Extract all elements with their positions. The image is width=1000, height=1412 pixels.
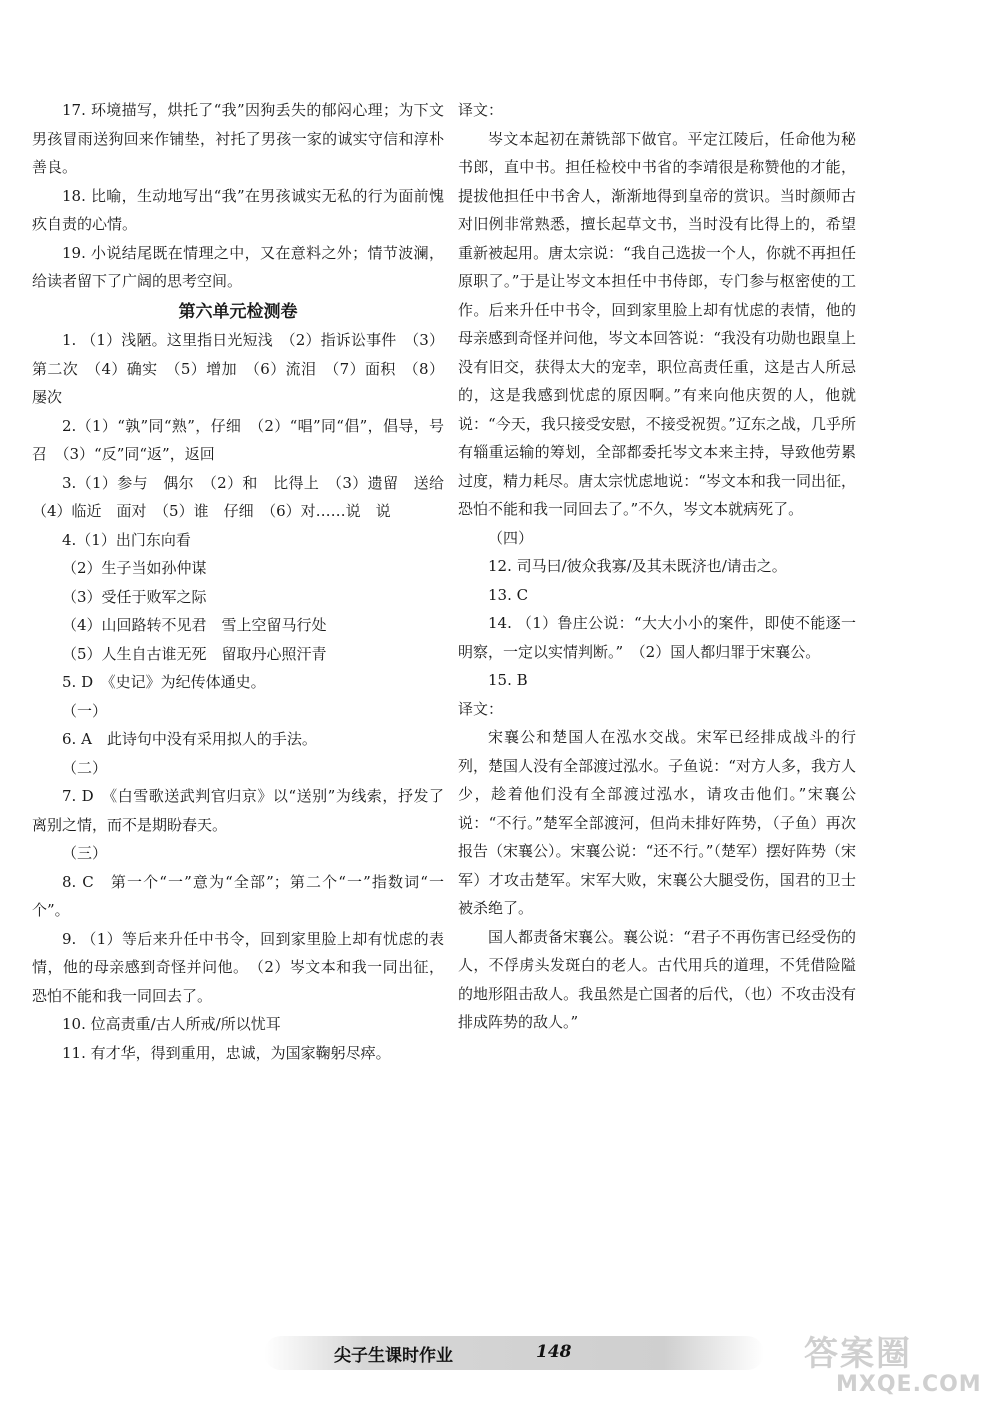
answer-19: 19. 小说结尾既在情理之中，又在意料之外；情节波澜，给读者留下了广阔的思考空间。 bbox=[32, 243, 444, 290]
translation-2a: 宋襄公和楚国人在泓水交战。宋军已经排成战斗的行列，楚国人没有全部渡过泓水。子鱼说：“对方人多，我方人少，趁着他们没有全部渡过泓水，请攻击他们。”宋襄公说：“不行。”楚军全部渡河，但尚未排好阵势，（子鱼）再次报告（宋襄公）。宋襄公说：“还不行。”（楚军）摆好阵势（宋军）才攻击楚军。宋军大败，宋襄公大腿受伤，国君的卫士被杀绝了。 bbox=[458, 728, 856, 917]
watermark bbox=[804, 1326, 990, 1402]
answer-12: 12. 司马曰/彼众我寡/及其未既济也/请击之。 bbox=[488, 557, 787, 575]
answer-5: 5. D 《史记》为纪传体通史。 bbox=[62, 673, 266, 691]
answer-15: 15. B bbox=[488, 671, 528, 689]
part-4-label: （四） bbox=[488, 528, 534, 547]
translation-label-2: 译文： bbox=[458, 699, 504, 718]
part-2-label: （二） bbox=[62, 758, 108, 777]
answer-4-1: 4.（1）出门东向看 bbox=[62, 530, 191, 549]
answer-2: 2.（1）“孰”同“熟”，仔细 （2）“唱”同“倡”，倡导，号召 （3）“反”同“返”，返回 bbox=[32, 416, 444, 463]
answer-4-4: （4）山回路转不见君 雪上空留马行处 bbox=[62, 616, 327, 634]
left-column bbox=[32, 96, 460, 1067]
translation-label-1: 译文： bbox=[458, 101, 504, 119]
answer-14: 14. （1）鲁庄公说：“大大小小的案件，即使不能逐一明察，一定以实情判断。” （2）国人都归罪于宋襄公。 bbox=[458, 614, 856, 661]
translation-1: 岑文本起初在萧铣部下做官。平定江陵后，任命他为秘书郎，直中书。担任检校中书省的李靖很是称赞他的才能，提拔他担任中书舍人，渐渐地得到皇帝的赏识。当时颜师古对旧例非常熟悉，擅长起草文书，当时没有比得上的，希望重新被起用。唐太宗说：“我自己选拔一个人，你就不再担任原职了。”于是让岑文本担任中书侍郎，专门参与枢密使的工作。后来升任中书令，回到家里脸上却有忧虑的表情，他的母亲感到奇怪并问他，岑文本回答说：“我没有功勋也跟皇上没有旧交，获得太大的宠幸，职位高责任重，这是古人所忌的，这是我感到忧虑的原因啊。”有来向他庆贺的人，他就说：“今天，我只接受安慰，不接受祝贺。”辽东之战，几乎所有辎重运输的筹划，全部都委托岑文本来主持，导致他劳累过度，精力耗尽。唐太宗忧虑地说：“岑文本和我一同出征，恐怕不能和我一同回去了。”不久，岑文本就病死了。 bbox=[458, 129, 856, 518]
watermark-url: MXQE.COM bbox=[836, 1372, 982, 1397]
answer-1: 1. （1）浅陋。这里指日光短浅 （2）指诉讼事件 （3）第二次 （4）确实 （5）增加 （6）流泪 （7）面积 （8）屡次 bbox=[32, 331, 444, 406]
answer-4-3: （3）受任于败军之际 bbox=[62, 587, 207, 606]
translation-2b: 国人都责备宋襄公。襄公说：“君子不再伤害已经受伤的人，不俘虏头发斑白的老人。古代用兵的道理，不凭借险隘的地形阻击敌人。我虽然是亡国者的后代，（也）不攻击没有排成阵势的敌人。” bbox=[458, 927, 856, 1031]
answer-10: 10. 位高责重/古人所戒/所以忧耳 bbox=[62, 1015, 281, 1033]
answer-7: 7. D 《白雪歌送武判官归京》以“送别”为线索，抒发了离别之情，而不是期盼春天。 bbox=[32, 787, 444, 834]
answer-11: 11. 有才华，得到重用，忠诚，为国家鞠躬尽瘁。 bbox=[62, 1043, 391, 1062]
page-footer bbox=[264, 1336, 764, 1370]
page-number: 148 bbox=[536, 1342, 572, 1362]
answer-6: 6. A 此诗句中没有采用拟人的手法。 bbox=[62, 730, 317, 748]
answer-4-5: （5）人生自古谁无死 留取丹心照汗青 bbox=[62, 644, 327, 663]
part-3-label: （三） bbox=[62, 844, 108, 862]
footer-title: 尖子生课时作业 bbox=[334, 1346, 453, 1366]
answer-9: 9. （1）等后来升任中书令，回到家里脸上却有忧虑的表情，他的母亲感到奇怪并问他。 （2）岑文本和我一同出征，恐怕不能和我一同回去了。 bbox=[32, 929, 444, 1005]
answer-3: 3.（1）参与 偶尔 （2）和 比得上 （3）遗留 送给 （4）临近 面对 （5）谁 仔细 （6）对……说 说 bbox=[32, 473, 460, 520]
answer-4-2: （2）生子当如孙仲谋 bbox=[62, 559, 207, 577]
answer-18: 18. 比喻，生动地写出“我”在男孩诚实无私的行为面前愧疚自责的心情。 bbox=[32, 186, 444, 233]
answer-8: 8. C 第一个“一”意为“全部”；第二个“一”指数词“一个”。 bbox=[32, 872, 444, 919]
answer-13: 13. C bbox=[488, 585, 529, 604]
watermark-logo: 答案圈 bbox=[804, 1334, 912, 1374]
section-title: 第六单元检测卷 bbox=[178, 301, 298, 322]
answer-17: 17. 环境描写，烘托了“我”因狗丢失的郁闷心理；为下文男孩冒雨送狗回来作铺垫，衬托了男孩一家的诚实守信和淳朴善良。 bbox=[32, 101, 444, 176]
right-column bbox=[458, 96, 856, 1037]
part-1-label: （一） bbox=[62, 701, 108, 720]
